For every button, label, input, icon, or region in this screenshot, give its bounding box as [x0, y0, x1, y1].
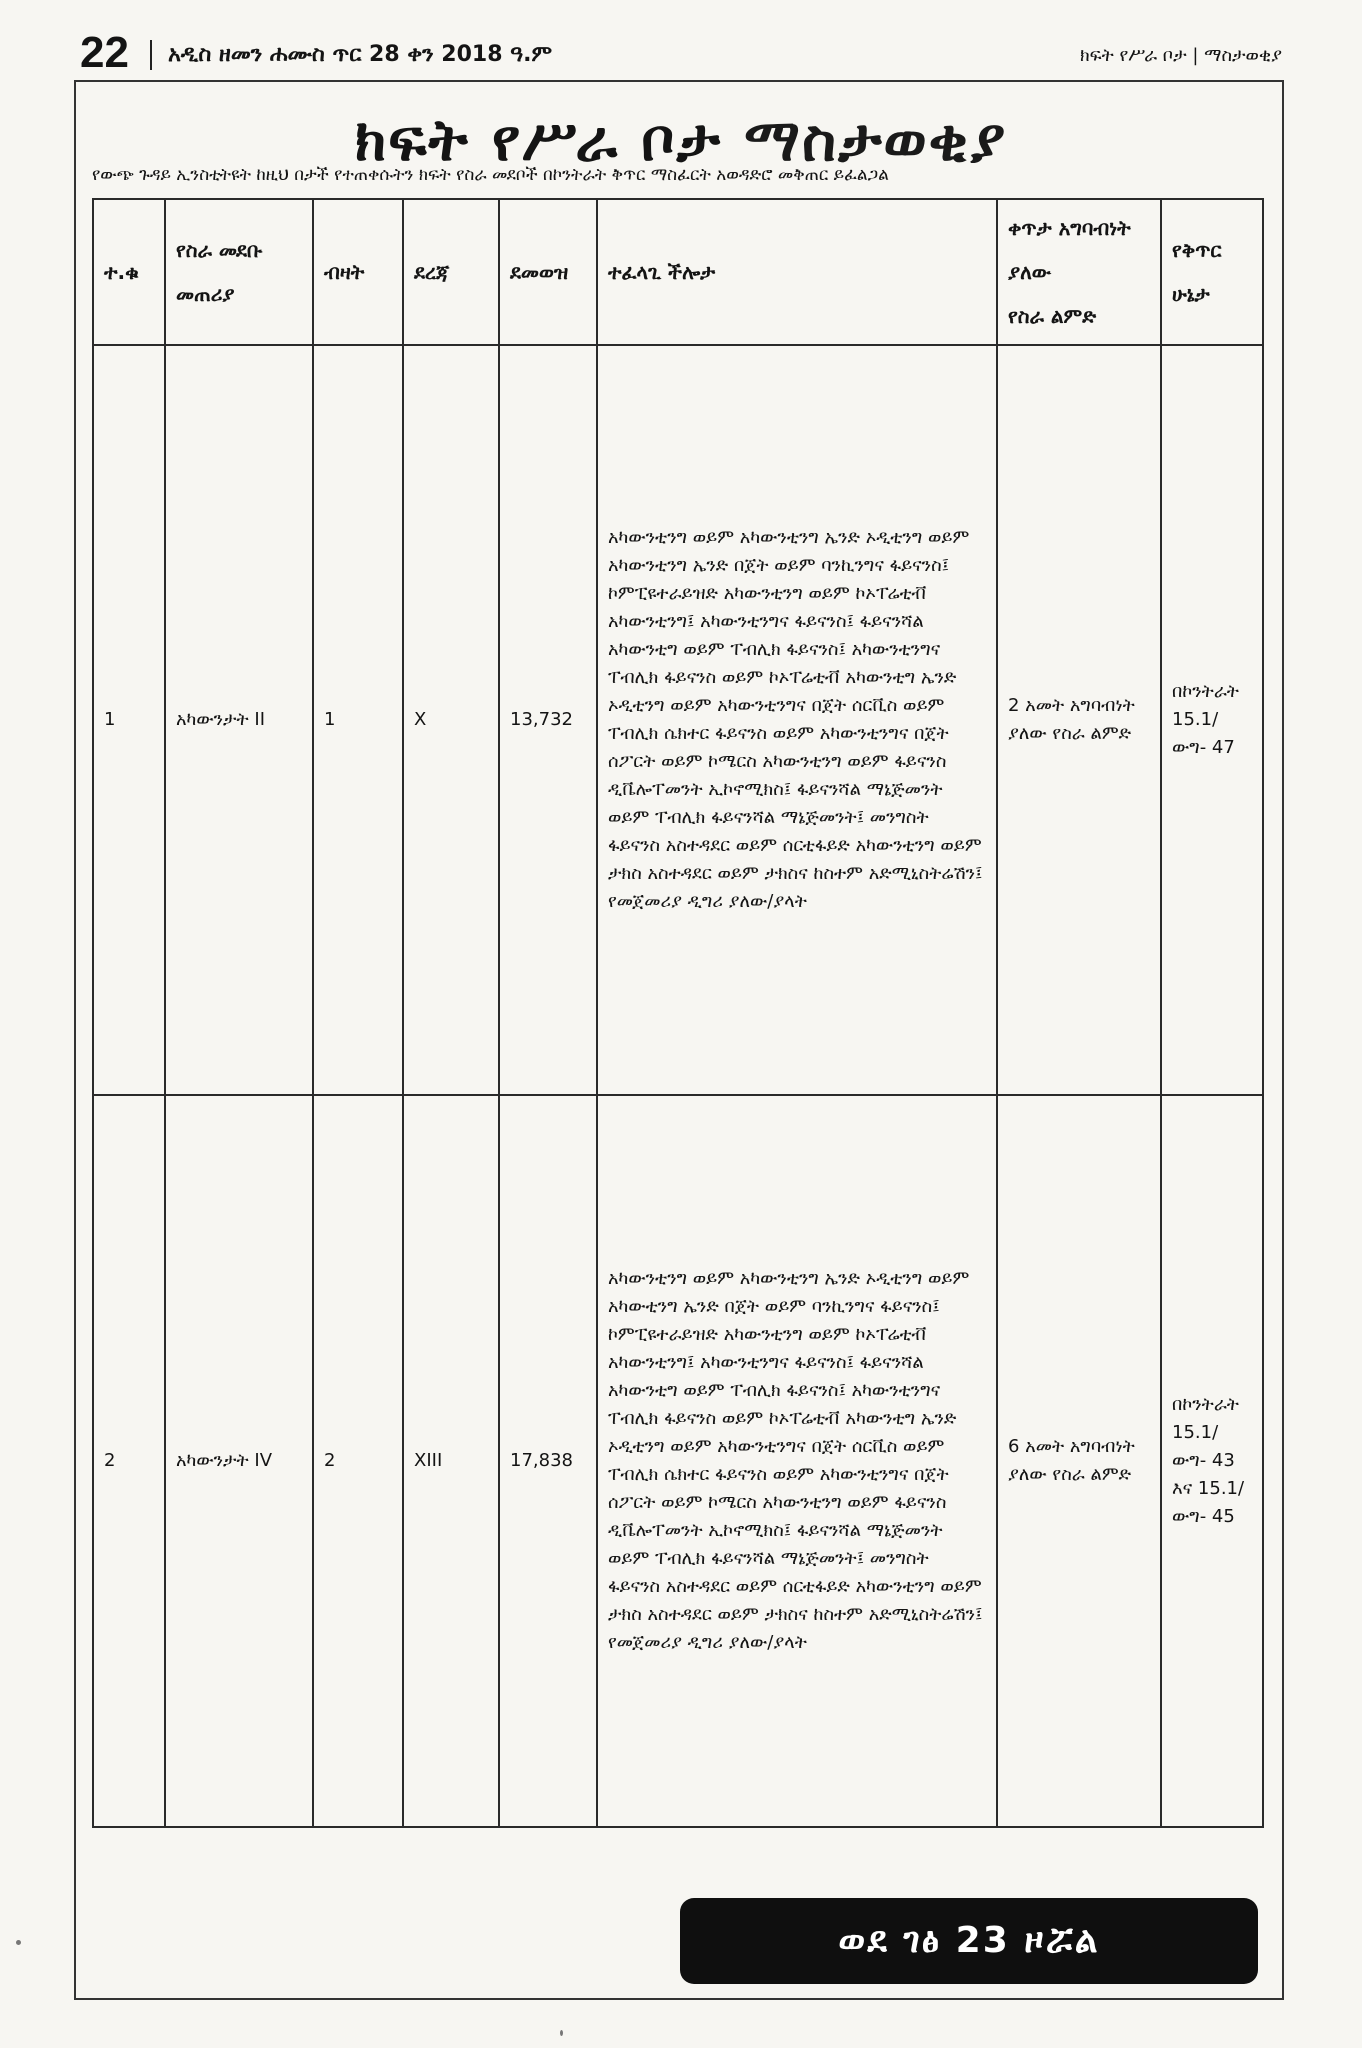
vacancy-table — [92, 198, 1264, 1828]
continued-on-page-banner: ወደ ገፅ 23 ዞሯል — [680, 1898, 1258, 1984]
table-header-row — [93, 199, 1263, 345]
header-grade: ደረጃ — [403, 199, 499, 345]
header-experience-line1: ቀጥታ አግባብነት — [1008, 216, 1131, 240]
table-row — [93, 1095, 1263, 1827]
header-job-title — [165, 199, 313, 345]
row-qualification: አካውንቲንግ ወይም አካውንቲንግ ኤንድ ኦዲቲንግ ወይም አካውቲንግ ኤንድ በጀት ወይም ባንኪንግና ፋይናንስ፤ ኮምፒዩተራይዝድ አካውንቲንግ ወይም ኮኦፐሬቲቭ አካውንቲንግ፤ አካውንቲንግና ፋይናንስ፤ ፋይናንሻል አካውንቲግ ወይም ፐብሊክ ፋይናንስ፤ አካውንቲንግና ፐብሊክ ፋይናንስ ወይም ኮኦፐሬቲቭ አካውንቲግ ኤንድ ኦዲቲንግ ወይም አካውንቲንግና በጀት ሰርቪስ ወይም ፐብሊክ ሴክተር ፋይናንስ ወይም አካውንቲንግና በጀት ሰፖርት ወይም ኮሜርስ አካውንቲንግ ወይም ፋይናንስ ዲቬሎፐመንት ኢኮኖሚክስ፤ ፋይናንሻል ማኔጅመንት ወይም ፐብሊክ ፋይናንሻል ማኔጅመንት፤ መንግስት ፋይናንስ አስተዳደር ወይም ሰርቲፋይድ አካውንቲንግ ወይም ታክስ አስተዳደር ወይም ታክስና ከስተም አድሚኒስትሬሽን፤ የመጀመሪያ ዲግሪ ያለው/ያላት — [597, 1095, 997, 1827]
newspaper-date-line: አዲስ ዘመን ሐሙስ ጥር 28 ቀን 2018 ዓ.ም — [168, 42, 553, 67]
ad-intro-text: የውጭ ጉዳይ ኢንስቲትዩት ከዚህ በታች የተጠቀሱትን ክፍት የስራ መደቦች በኮንትራት ቅጥር ማስፈርት አወዳድሮ መቅጠር ይፈልጋል — [92, 165, 889, 185]
row-employment-status: በኮንትራት 15.1/ውግ- 47 — [1161, 345, 1263, 1095]
header-salary: ደመወዝ — [499, 199, 597, 345]
ad-title-highlight: ማስታወቂያ — [744, 106, 1008, 174]
header-employment-status: የቅጥር ሁኔታ — [1161, 199, 1263, 345]
row-no: 2 — [93, 1095, 165, 1827]
page-header — [80, 28, 1282, 78]
row-salary: 17,838 — [499, 1095, 597, 1827]
table-row — [93, 345, 1263, 1095]
header-experience-line2: ያለው — [1008, 260, 1051, 284]
header-qualification: ተፈላጊ ችሎታ — [597, 199, 997, 345]
row-grade: XIII — [403, 1095, 499, 1827]
header-experience-line3: የስራ ልምድ — [1008, 304, 1097, 328]
scan-dot — [560, 2030, 563, 2036]
header-experience — [997, 199, 1161, 345]
row-job-title: አካውንታት IV — [165, 1095, 313, 1827]
row-quantity: 2 — [313, 1095, 403, 1827]
row-salary: 13,732 — [499, 345, 597, 1095]
header-no: ተ.ቁ — [93, 199, 165, 345]
row-job-title: አካውንታት II — [165, 345, 313, 1095]
ad-title-main: ክፍት የሥራ ቦታ — [354, 106, 722, 174]
header-job-title-line2: መጠሪያ — [176, 282, 235, 306]
scan-dot — [16, 1940, 21, 1945]
header-job-title-line1: የስራ መደቡ — [176, 238, 263, 262]
page-number: 22 — [80, 28, 129, 77]
row-experience: 2 አመት አግባብነት ያለው የስራ ልምድ — [997, 345, 1161, 1095]
row-qualification: አካውንቲንግ ወይም አካውንቲንግ ኤንድ ኦዲቲንግ ወይም አካውንቲንግ ኤንድ በጀት ወይም ባንኪንግና ፋይናንስ፤ ኮምፒዩተራይዝድ አካውንቲንግ ወይም ኮኦፐሬቲቭ አካውንቲንግ፤ አካውንቲንግና ፋይናንስ፤ ፋይናንሻል አካውንቲግ ወይም ፐብሊክ ፋይናንስ፤ አካውንቲንግና ፐብሊክ ፋይናንስ ወይም ኮኦፐሬቲቭ አካውንቲግ ኤንድ ኦዲቲንግ ወይም አካውንቲንግና በጀት ሰርቪስ ወይም ፐብሊክ ሴክተር ፋይናንስ ወይም አካውንቲንግና በጀት ሰፖርት ወይም ኮሜርስ አካውንቲንግ ወይም ፋይናንስ ዲቬሎፐመንት ኢኮኖሚክስ፤ ፋይናንሻል ማኔጅመንት ወይም ፐብሊክ ፋይናንሻል ማኔጅመንት፤ መንግስት ፋይናንስ አስተዳደር ወይም ሰርቲፋይድ አካውንቲንግ ወይም ታክስ አስተዳደር ወይም ታክስና ከስተም አድሚኒስትሬሽን፤ የመጀመሪያ ዲግሪ ያለው/ያላት — [597, 345, 997, 1095]
row-experience: 6 አመት አግባብነት ያለው የስራ ልምድ — [997, 1095, 1161, 1827]
row-no: 1 — [93, 345, 165, 1095]
row-employment-status: በኮንትራት 15.1/ውግ- 43 እና 15.1/ውግ- 45 — [1161, 1095, 1263, 1827]
header-quantity: ብዛት — [313, 199, 403, 345]
row-grade: X — [403, 345, 499, 1095]
section-label: ክፍት የሥራ ቦታ | ማስታወቂያ — [1079, 45, 1282, 66]
header-divider — [150, 40, 152, 70]
row-quantity: 1 — [313, 345, 403, 1095]
